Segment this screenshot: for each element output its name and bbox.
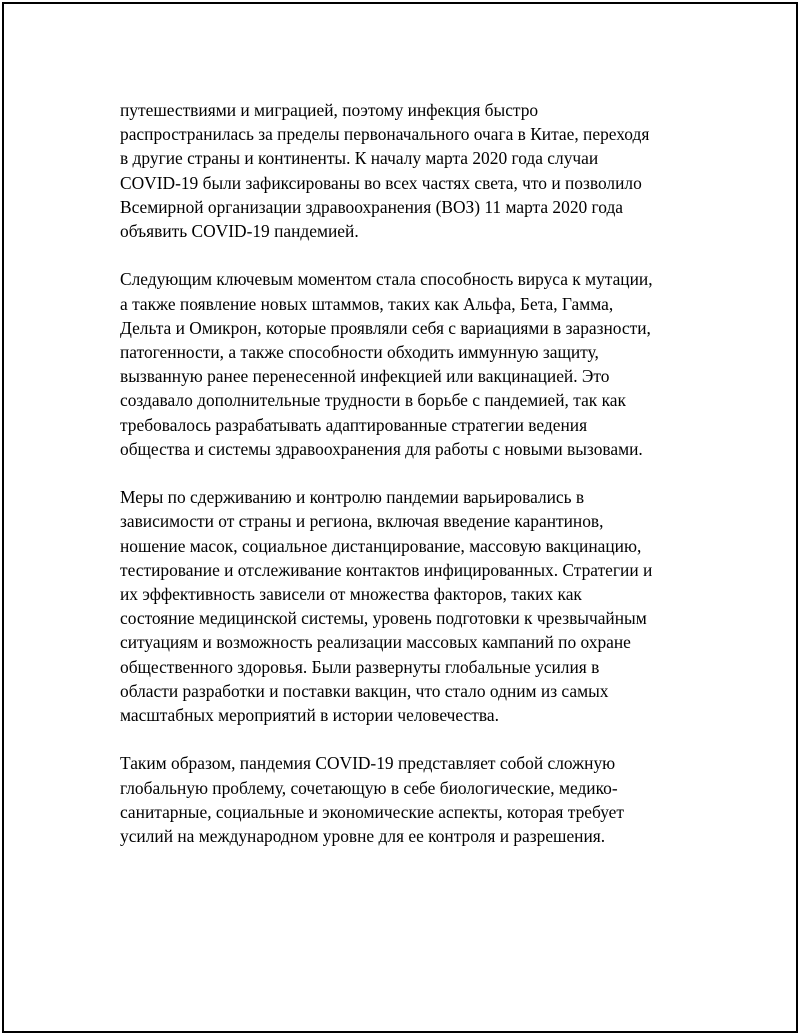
text-line: а также появление новых штаммов, таких как Альфа, Бета, Гамма, [120,293,614,314]
text-line: их эффективность зависели от множества факторов, таких как [120,584,582,605]
text-line: ношение масок, социальное дистанцирование, массовую вакцинацию, [120,535,642,556]
text-line: патогенности, а также способности обходить иммунную защиту, [120,342,599,363]
paragraph-4 [120,751,700,848]
document-body [120,98,700,872]
text-line: COVID-19 были зафиксированы во всех частях света, что и позволило [120,172,642,193]
text-line: Таким образом, пандемия COVID-19 представляет собой сложную [120,753,616,774]
text-line: путешествиями и миграцией, поэтому инфекция быстро [120,100,539,120]
text-line: Меры по сдерживанию и контролю пандемии варьировались в [120,487,585,508]
text-line: глобальную проблему, сочетающую в себе биологические, медико- [120,777,618,798]
text-line: санитарные, социальные и экономические аспекты, которая требует [120,801,624,822]
text-line: Всемирной организации здравоохранения (ВОЗ) 11 марта 2020 года [120,196,624,217]
text-line: зависимости от страны и региона, включая введение карантинов, [120,511,604,532]
text-line: тестирование и отслеживание контактов инфицированных. Стратегии и [120,559,653,580]
text-line: ситуациям и возможность реализации массовых кампаний по охране [120,632,631,653]
paragraph-1 [120,98,700,243]
text-line: общества и системы здравоохранения для работы с новыми вызовами. [120,438,643,459]
text-line: области разработки и поставки вакцин, что стало одним из самых [120,680,609,701]
text-line: общественного здоровья. Были развернуты глобальные усилия в [120,656,600,677]
paragraph-2 [120,267,700,461]
page-border [2,2,798,1033]
text-line: распространилась за пределы первоначального очага в Китае, переходя [120,124,650,145]
text-line: в другие страны и континенты. К началу марта 2020 года случаи [120,148,599,169]
text-line: требовалось разрабатывать адаптированные стратегии ведения [120,414,588,435]
text-line: объявить COVID-19 пандемией. [120,221,359,242]
text-line: Дельта и Омикрон, которые проявляли себя с вариациями в заразности, [120,317,651,338]
text-line: состояние медицинской системы, уровень подготовки к чрезвычайным [120,608,647,629]
text-line: Следующим ключевым моментом стала способность вируса к мутации, [120,269,653,290]
text-line: вызванную ранее перенесенной инфекцией или вакцинацией. Это [120,366,610,387]
text-line: создавало дополнительные трудности в борьбе с пандемией, так как [120,390,626,411]
text-line: масштабных мероприятий в истории человечества. [120,705,499,726]
text-line: усилий на международном уровне для ее контроля и разрешения. [120,826,606,847]
paragraph-3 [120,485,700,727]
